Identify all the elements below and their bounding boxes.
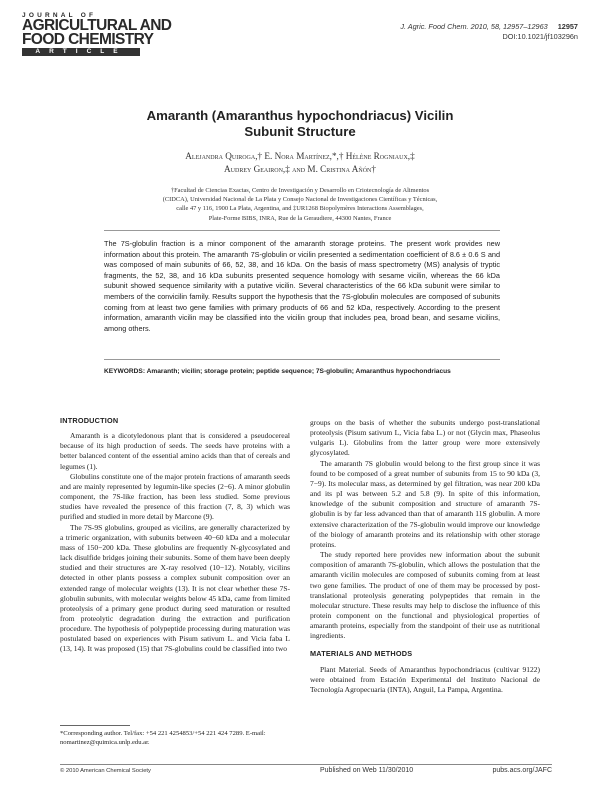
paragraph: groups on the basis of whether the subunits undergo post-translational proteolysis (Pisum sativum L, Vicia faba L.) or not (Glycin max, Phaseolus vulgaris L). Globulins from the latter group were more extensively glycosylated. [310, 418, 540, 458]
citation-block [400, 22, 578, 42]
paragraph: Globulins constitute one of the major protein fractions of amaranth seeds and are mainly represented by legumin-like species (2−6). A minor globulin component, the 7S-like fraction, has been less studied. Some previous studies have revealed the presence of this fraction (7, 8, 3) which was purified and studied in more detail by Marcone (9). [60, 471, 290, 522]
doi[interactable]: DOI:10.1021/jf103296n [502, 32, 578, 41]
title-line-2: Subunit Structure [244, 124, 356, 139]
paragraph: Amaranth is a dicotyledonous plant that is considered a pseudocereal because of its high production of seeds. The seeds have proteins with a better balanced content of the essential amino acids than that of cereals and legumes (1). [60, 431, 290, 471]
journal-logo-line3: FOOD CHEMISTRY [22, 31, 154, 48]
author-list [0, 150, 600, 176]
journal-url[interactable]: pubs.acs.org/JAFC [492, 767, 552, 774]
introduction-heading: INTRODUCTION [60, 416, 119, 425]
affiliation-line: calle 47 y 116, 1900 La Plata, Argentina, and ‡UR1268 Biopolymères Interactions Assemblages, [176, 205, 424, 213]
journal-logo [22, 12, 192, 72]
keywords: KEYWORDS: Amaranth; vicilin; storage protein; peptide sequence; 7S-globulin; Amaranthus hypochondriacus [104, 368, 451, 375]
authors-line-2: Audrey Geairon,‡ and M. Cristina Añón† [224, 164, 376, 174]
citation-ref: J. Agric. Food Chem. 2010, 58, 12957–12963 [400, 22, 548, 31]
paragraph: The 7S-9S globulins, grouped as vicilins, are generally characterized by a trimeric organization, with subunits between 40−60 kDa and a molecular mass of 150−200 kDa. These globulins are frequently N-glycosylated and lack disulfide bridges joining their subunits. Some of them have been deeply studied and their structures are X-ray resolved (10−12). Notably, vicilins detected in other plants possess a complex subunit composition over an extended range of molecular weights (13). It is not clear whether these 7S-globulin subunits, with molecular weights below 45 kDa, came from limited proteolysis of a primary gene product during seed maturation or resulted from proteolytic degradation during the extraction and purification procedure. The hypothesis of polypeptide processing during maturation was postulated based on experiences with Pisum sativum L. and Vicia faba L (13, 14). It was proposed (15) that 7S-globulins could be classified into two [60, 522, 290, 654]
affiliation-line: (CIDCA), Universidad Nacional de La Plata y Consejo Nacional de Investigaciones Científicas y Técnicas, [162, 196, 438, 204]
article-title [0, 108, 600, 140]
abstract-bottom-rule [104, 359, 500, 360]
abstract: The 7S-globulin fraction is a minor component of the amaranth storage proteins. The present work provides new information about this protein. The amaranth 7S-globulin or vicilin presented a sedimentation coefficient of 8.6 ± 0.6 S and was composed of main subunits of 66, 52, 38, and 16 kDa. On the basis of mass spectrometry (MS) analysis of tryptic fragments, the 52, 38, and 16 kDa subunits presented sequence homology with sesame vicilin, whereas the 66 kDa subunit showed sequence similarity with a putative vicilin. Several characteristics of the 66 kDa subunit were similar to members of the convicilin family. Results support the hypothesis that the 7S-globulin molecules are composed of subunits coming from at least two gene families with primary products of 66 and 52 kDa, respectively. According to the present information, amaranth vicilin may be classified into the vicilin group that includes pea, broad bean, and sesame vicilins, among others. [104, 239, 500, 333]
authors-line-1: Alejandra Quiroga,† E. Nora Martínez,*,† Hélène Rogniaux,‡ [185, 151, 415, 161]
page-number: 12957 [557, 22, 578, 31]
affiliation-line: †Facultad de Ciencias Exactas, Centro de Investigación y Desarrollo en Criotecnología de Alimentos [170, 187, 430, 194]
journal-logo-article-band: ARTICLE [22, 48, 140, 56]
journal-logo-line2: AGRICULTURAL AND [22, 17, 172, 34]
footnote-rule [60, 725, 130, 726]
affiliations [0, 186, 600, 223]
abstract-top-rule [104, 230, 500, 231]
paragraph: The study reported here provides new information about the subunit composition of amaranth 7S-globulin, which allows the postulation that the amaranth vicilin molecules are composed of subunits coming from at least two gene families. The product of one of them may be processed by post-translational proteolysis generating polypeptides that remain in the molecular structure. These results may help to disclose the influence of this protein component on the functional and physiological properties of amaranth proteins, especially from the standpoint of their use as nutritional ingredients. [310, 550, 540, 641]
copyright: © 2010 American Chemical Society [60, 768, 151, 774]
published-date: Published on Web 11/30/2010 [320, 767, 414, 774]
journal-logo-line1: JOURNAL OF [22, 12, 97, 19]
corresponding-author-footnote: *Corresponding author. Tel/fax: +54 221 4254853/+54 221 424 7289. E-mail: nomartinez@quimica.unlp.edu.ar. [60, 730, 266, 746]
methods-heading: MATERIALS AND METHODS [310, 649, 413, 659]
paragraph: The amaranth 7S globulin would belong to the first group since it was found to be composed of a great number of subunits from 15 to 90 kDa (3, 7−9). Its molecular mass, as determined by gel filtration, was near 200 kDa and its pI was between 5.2 and 5.8 (9). In spite of this information, knowledge of the subunit composition and structure of amaranth 7S-globulin is by far less advanced than that of amaranth 11S globulin. A more extensive characterization of the 7S-globulin would improve our knowledge of the biology of amaranth proteins and its relationship with other storage proteins. [310, 458, 540, 549]
right-column [310, 418, 540, 695]
footer-rule [60, 764, 552, 765]
title-line-1: Amaranth (Amaranthus hypochondriacus) Vicilin [146, 108, 454, 123]
left-column [60, 410, 290, 655]
affiliation-line: Plate-Forme BIBS, INRA, Rue de la Geraudiere, 44300 Nantes, France [208, 214, 392, 222]
paragraph: Plant Material. Seeds of Amaranthus hypochondriacus (cultivar 9122) were obtained from Estación Experimental del Instituto Nacional de Tecnología Agropecuaria (INTA), Anguil, La Pampa, Argentina. [310, 664, 540, 694]
